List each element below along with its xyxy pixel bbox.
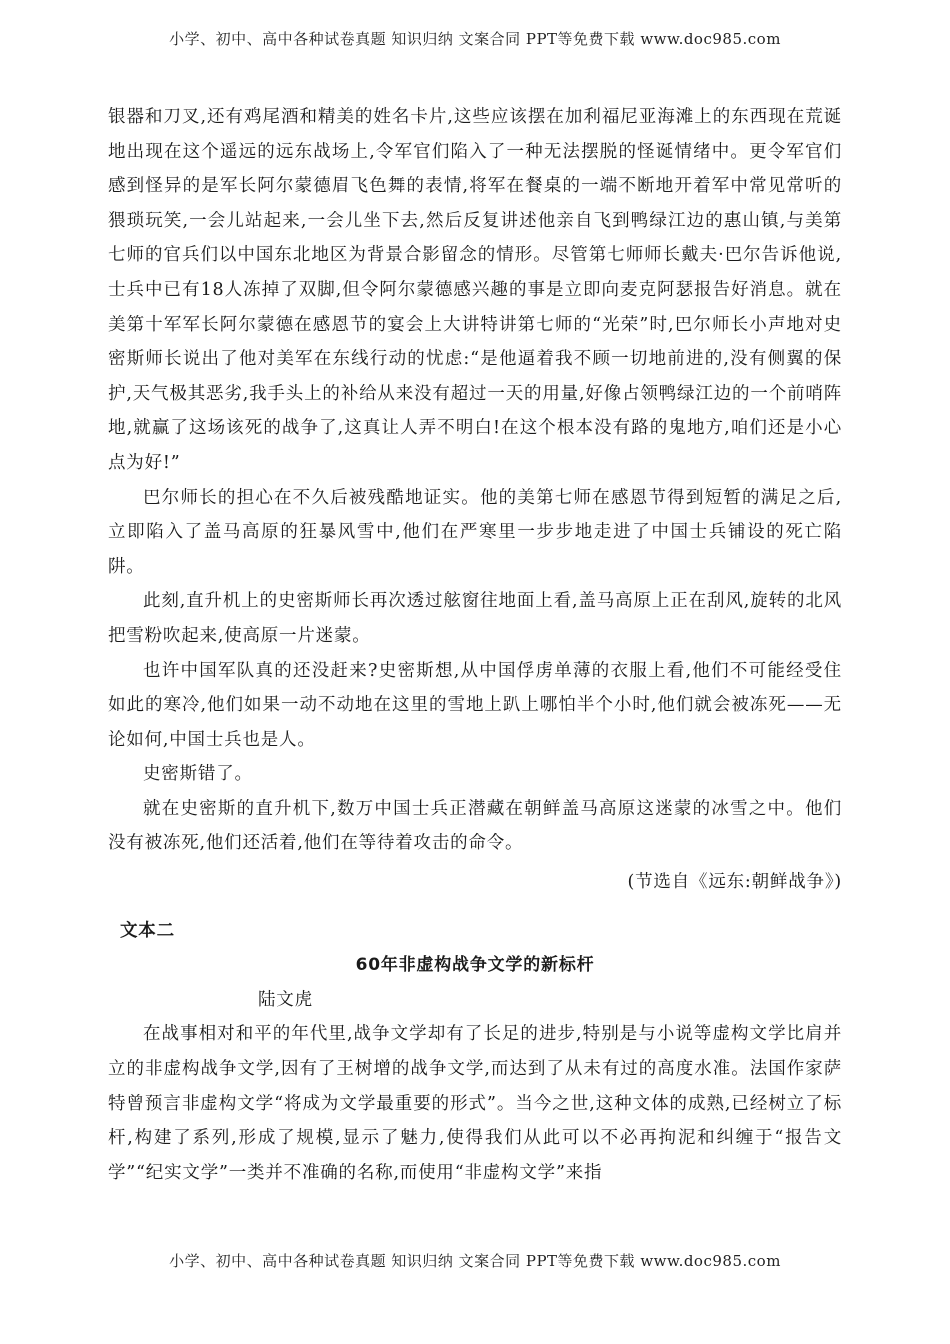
paragraph-1: 银器和刀叉,还有鸡尾酒和精美的姓名卡片,这些应该摆在加利福尼亚海滩上的东西现在荒诞地出现在这个遥远的远东战场上,令军官们陷入了一种无法摆脱的怪诞情绪中。更令军官们感到怪异的是军长阿尔蒙德眉飞色舞的表情,将军在餐桌的一端不断地开着军中常见常听的猥琐玩笑,一会儿站起来,一会儿坐下去,然后反复讲述他亲自飞到鸭绿江边的惠山镇,与美第七师的官兵们以中国东北地区为背景合影留念的情形。尽管第七师师长戴夫·巴尔告诉他说,士兵中已有18人冻掉了双脚,但令阿尔蒙德感兴趣的事是立即向麦克阿瑟报告好消息。就在美第十军军长阿尔蒙德在感恩节的宴会上大讲特讲第七师的“光荣”时,巴尔师长小声地对史密斯师长说出了他对美军在东线行动的忧虑:“是他逼着我不顾一切地前进的,没有侧翼的保护,天气极其恶劣,我手头上的补给从来没有超过一天的用量,好像占领鸭绿江边的一个前哨阵地,就赢了这场该死的战争了,这真让人弄不明白!在这个根本没有路的鬼地方,咱们还是小心点为好!” <box>108 107 842 473</box>
article-paragraph: 在战事相对和平的年代里,战争文学却有了长足的进步,特别是与小说等虚构文学比肩并立的非虚构战争文学,因有了王树增的战争文学,而达到了从未有过的高度水准。法国作家萨特曾预言非虚构文学“将成为文学最重要的形式”。当今之世,这种文体的成熟,已经树立了标杆,构建了系列,形成了规模,显示了魅力,使得我们从此可以不必再拘泥和纠缠于“报告文学”“纪实文学”一类并不准确的名称,而使用“非虚构文学”来指 <box>108 1024 842 1183</box>
header-banner: 小学、初中、高中各种试卷真题 知识归纳 文案合同 PPT等免费下载 www.doc985.com <box>169 30 781 48</box>
paragraph-6: 就在史密斯的直升机下,数万中国士兵正潜藏在朝鲜盖马高原这迷蒙的冰雪之中。他们没有被冻死,他们还活着,他们在等待着攻击的命令。 <box>108 798 842 854</box>
footer-banner: 小学、初中、高中各种试卷真题 知识归纳 文案合同 PPT等免费下载 www.doc985.com <box>169 1252 781 1270</box>
section-label: 文本二 <box>120 920 175 941</box>
article-title: 60年非虚构战争文学的新标杆 <box>355 955 595 976</box>
paragraph-2: 巴尔师长的担心在不久后被残酷地证实。他的美第七师在感恩节得到短暂的满足之后,立即陷入了盖马高原的狂暴风雪中,他们在严寒里一步步地走进了中国士兵铺设的死亡陷阱。 <box>108 487 842 577</box>
paragraph-4: 也许中国军队真的还没赶来?史密斯想,从中国俘虏单薄的衣服上看,他们不可能经受住如此的寒冷,他们如果一动不动地在这里的雪地上趴上哪怕半个小时,他们就会被冻死——无论如何,中国士兵也是人。 <box>108 660 842 750</box>
paragraph-5: 史密斯错了。 <box>143 764 253 785</box>
author-name: 陆文虎 <box>258 989 313 1010</box>
document-body <box>108 100 842 1190</box>
paragraph-3: 此刻,直升机上的史密斯师长再次透过舷窗往地面上看,盖马高原上正在刮风,旋转的北风把雪粉吹起来,使高原一片迷蒙。 <box>108 591 842 646</box>
source-citation: (节选自《远东:朝鲜战争》) <box>627 872 842 893</box>
